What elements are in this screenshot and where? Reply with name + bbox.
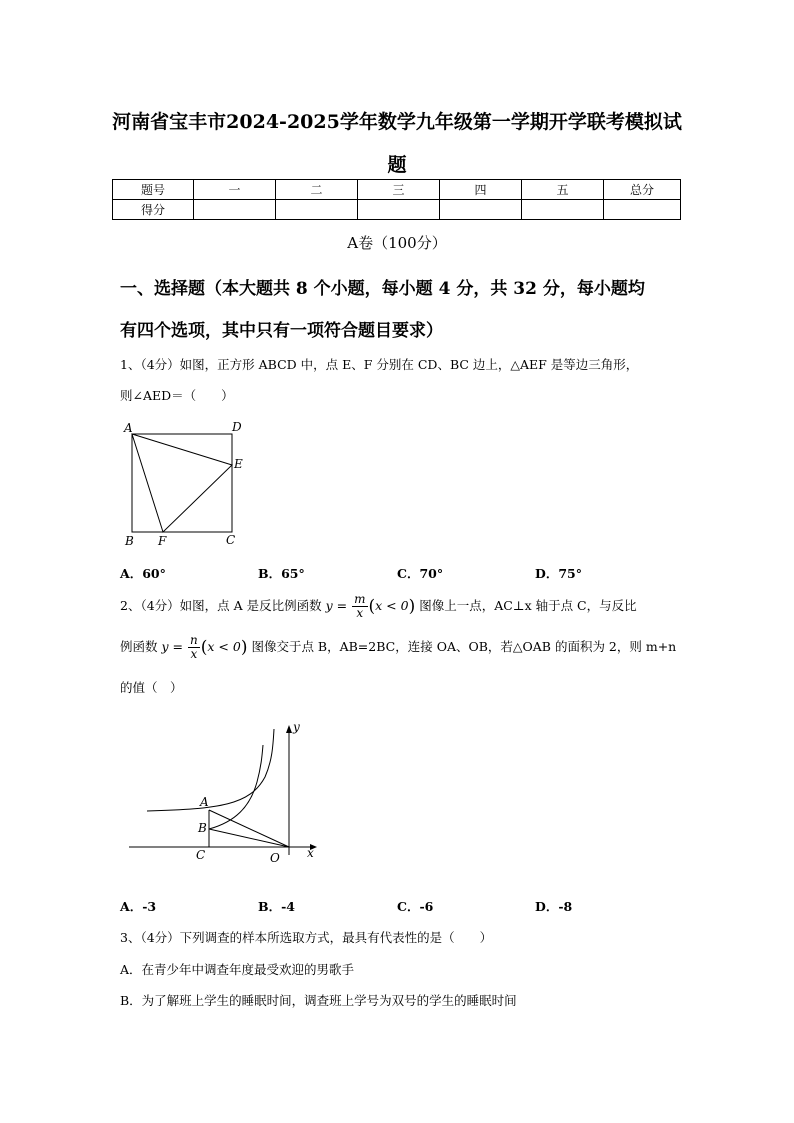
q2-text: 图像交于点 B，AB=2BC，连接 OA、OB，若△OAB 的面积为 2，则 m+n	[251, 639, 677, 654]
question-2-stem-line3: 的值（ ）	[120, 680, 183, 695]
part-heading: 一、选择题（本大题共 8 个小题，每小题 4 分，共 32 分，每小题均	[120, 279, 645, 299]
score-cell[interactable]	[522, 200, 604, 220]
question-1-option-d[interactable]: D．75°	[535, 566, 582, 581]
label-d: D	[232, 420, 242, 434]
q2-y-eq: y =	[161, 639, 184, 654]
page-title: 河南省宝丰市2024-2025学年数学九年级第一学期开学联考模拟试	[112, 111, 682, 133]
y-axis-arrow	[286, 725, 292, 733]
question-2-figure	[125, 717, 325, 867]
question-2-stem: 2、（4分）如图，点 A 是反比例函数 y = $\frac{m}{x}$ (x < 0) 图像上一点，AC⊥x 轴于点 C，与反比	[120, 592, 637, 620]
curve-n-over-x	[209, 745, 263, 829]
label-c: C	[226, 533, 236, 547]
score-cell[interactable]	[358, 200, 440, 220]
row-label-cell: 得分	[113, 200, 194, 220]
q2-condition: x < 0	[375, 598, 409, 613]
question-1-stem-continued: 则∠AED＝（ ）	[120, 388, 234, 403]
question-2-stem-line2: 例函数 y = $\frac{n}{x}$ (x < 0) 图像交于点 B，AB=2BC，连接 OA、OB，若△OAB 的面积为 2，则 m+n	[120, 633, 677, 661]
label-f: F	[158, 534, 167, 548]
score-cell[interactable]	[604, 200, 681, 220]
label-e: E	[234, 457, 243, 471]
part-heading-continued: 有四个选项，其中只有一项符合题目要求）	[120, 321, 443, 341]
q2-text: 图像上一点，AC⊥x 轴于点 C，与反比	[419, 598, 637, 613]
question-1-stem: 1、（4分）如图，正方形 ABCD 中，点 E、F 分别在 CD、BC 边上，△AEF 是等边三角形，	[120, 357, 639, 372]
question-1-option-c[interactable]: C．70°	[397, 566, 444, 581]
question-2-option-b[interactable]: B．-4	[258, 899, 295, 914]
fraction-n-over-x	[188, 634, 200, 661]
score-cell[interactable]	[276, 200, 358, 220]
denominator: x	[190, 647, 198, 661]
q2-text: 2、（4分）如图，点 A 是反比例函数	[120, 598, 322, 613]
header-cell: 题号	[113, 180, 194, 200]
question-1-option-b[interactable]: B．65°	[258, 566, 305, 581]
label-b: B	[125, 534, 134, 548]
score-table	[112, 179, 681, 220]
section-heading: A卷（100分）	[347, 234, 447, 252]
question-2-option-d[interactable]: D．-8	[535, 899, 573, 914]
fraction-m-over-x	[352, 593, 367, 620]
label-a: A	[200, 795, 209, 809]
numerator: m	[354, 592, 366, 606]
label-b: B	[198, 821, 207, 835]
score-cell[interactable]	[194, 200, 276, 220]
question-3-option-b[interactable]: B．为了解班上学生的睡眠时间，调查班上学号为双号的学生的睡眠时间	[120, 993, 517, 1008]
denominator: x	[356, 606, 364, 620]
score-cell[interactable]	[440, 200, 522, 220]
question-1-option-a[interactable]: A．60°	[120, 566, 166, 581]
curve-m-over-x	[147, 729, 274, 811]
header-cell: 一	[194, 180, 276, 200]
segment-oa	[209, 810, 289, 847]
question-1-figure	[118, 418, 258, 550]
question-3-stem: 3、（4分）下列调查的样本所选取方式，最具有代表性的是（ ）	[120, 930, 493, 945]
label-a: A	[124, 421, 133, 435]
label-y: y	[293, 720, 300, 734]
header-cell: 四	[440, 180, 522, 200]
label-c: C	[196, 848, 206, 862]
triangle-aef	[132, 434, 232, 532]
question-2-option-c[interactable]: C．-6	[397, 899, 434, 914]
page-title-continued: 题	[387, 154, 407, 176]
question-3-option-a[interactable]: A．在青少年中调查年度最受欢迎的男歌手	[120, 962, 355, 977]
question-2-option-a[interactable]: A．-3	[120, 899, 157, 914]
header-cell: 二	[276, 180, 358, 200]
score-table-score-row	[113, 200, 681, 220]
label-x: x	[307, 846, 314, 860]
score-table-header-row	[113, 180, 681, 200]
segment-ob	[209, 829, 289, 847]
header-cell: 总分	[604, 180, 681, 200]
numerator: n	[190, 633, 198, 647]
q2-condition: x < 0	[207, 639, 241, 654]
q2-y-eq: y =	[325, 598, 348, 613]
header-cell: 三	[358, 180, 440, 200]
label-o: O	[270, 851, 280, 865]
q2-text: 例函数	[120, 639, 158, 654]
header-cell: 五	[522, 180, 604, 200]
